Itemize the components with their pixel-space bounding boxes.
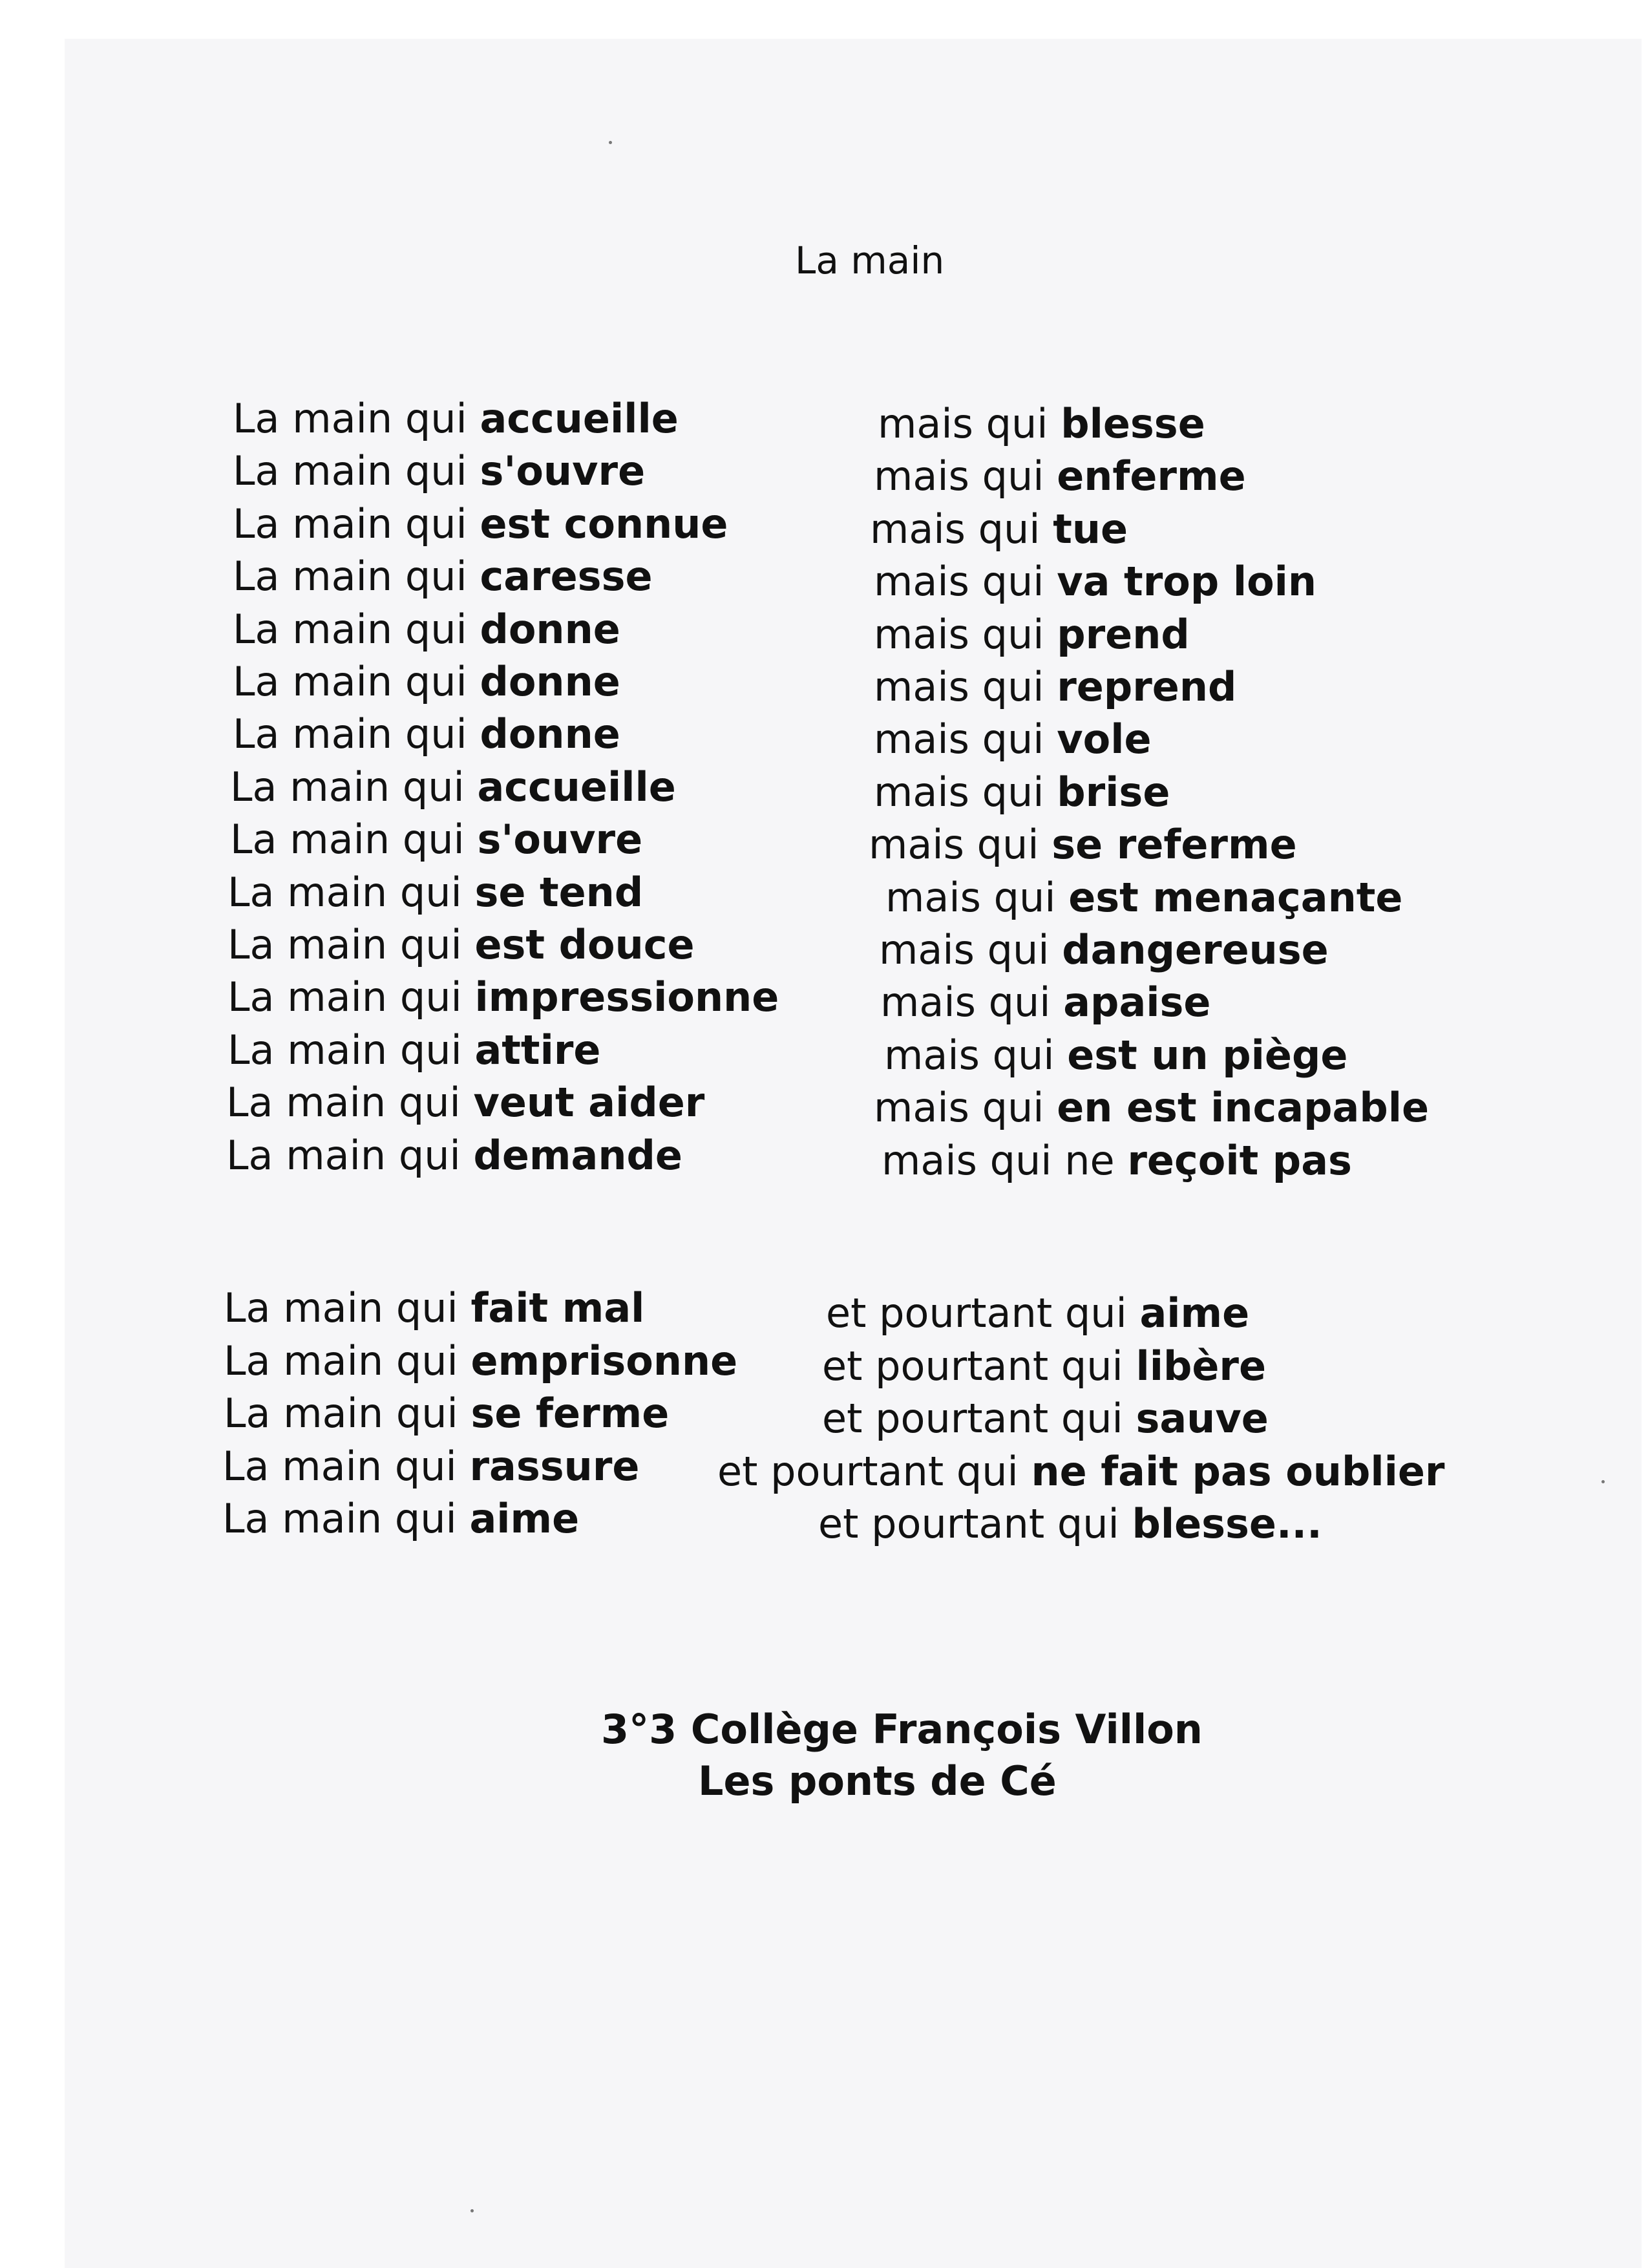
verse-right — [884, 1031, 1347, 1080]
verse-right — [874, 715, 1152, 764]
verse-left-prefix: La main qui — [224, 1284, 471, 1331]
verse-left-prefix: La main qui — [233, 658, 480, 705]
verse-left — [227, 868, 643, 917]
verse-left — [233, 500, 728, 549]
verse-right-prefix: mais qui — [885, 873, 1069, 921]
verse-left-keyword: rassure — [469, 1442, 640, 1490]
verse-left — [222, 1494, 579, 1543]
verse-right — [818, 1500, 1322, 1549]
verse-right — [882, 1136, 1352, 1185]
scan-speck — [470, 2209, 474, 2212]
verse-left — [224, 1337, 737, 1386]
verse-left-keyword: veut aider — [473, 1079, 705, 1127]
footer-town: Les ponts de Cé — [698, 1757, 1057, 1805]
verse-right-keyword: se referme — [1051, 821, 1297, 869]
verse-right — [822, 1342, 1266, 1391]
verse-right-prefix: et pourtant qui — [822, 1395, 1136, 1442]
verse-right-prefix: mais qui — [874, 610, 1057, 658]
verse-left-prefix: La main qui — [224, 1390, 471, 1437]
verse-right — [878, 399, 1205, 449]
verse-right-prefix: mais qui — [870, 505, 1053, 553]
verse-right — [717, 1447, 1444, 1496]
verse-right-prefix: et pourtant qui — [826, 1289, 1140, 1337]
verse-right-keyword: ne fait pas oublier — [1031, 1447, 1445, 1495]
scan-speck — [609, 141, 612, 144]
verse-left — [233, 657, 620, 706]
verse-right — [874, 1083, 1429, 1132]
footer-class-school: 3°3 Collège François Villon — [601, 1706, 1203, 1753]
verse-left — [233, 552, 653, 601]
verse-right-keyword: dangereuse — [1062, 926, 1329, 973]
verse-right — [870, 505, 1128, 554]
verse-left-prefix: La main qui — [222, 1442, 470, 1490]
verse-left — [227, 1026, 600, 1075]
verse-right-keyword: prend — [1057, 610, 1190, 658]
verse-left-keyword: donne — [480, 658, 620, 705]
verse-left — [233, 710, 620, 759]
verse-left — [224, 1389, 669, 1438]
verse-right — [885, 873, 1402, 922]
verse-left-keyword: donne — [480, 605, 620, 653]
verse-right-keyword: sauve — [1136, 1395, 1269, 1442]
verse-right-keyword: reçoit pas — [1127, 1136, 1352, 1184]
verse-right — [822, 1394, 1269, 1443]
verse-right-prefix: mais qui — [884, 1031, 1068, 1079]
verse-left-keyword: impressionne — [474, 973, 779, 1021]
verse-right-prefix: mais qui — [874, 715, 1057, 763]
verse-right-prefix: et pourtant qui — [717, 1447, 1031, 1495]
verse-right — [874, 557, 1316, 606]
verse-right-prefix: mais qui — [869, 821, 1052, 869]
verse-left-prefix: La main qui — [227, 868, 475, 916]
verse-right — [869, 820, 1297, 869]
verse-right — [874, 662, 1236, 712]
verse-left-prefix: La main qui — [233, 710, 480, 758]
verse-left-keyword: caresse — [480, 553, 653, 600]
verse-left-prefix: La main qui — [226, 1079, 474, 1127]
verse-right-prefix: mais qui — [879, 926, 1062, 973]
verse-left-prefix: La main qui — [233, 395, 480, 442]
verse-left-prefix: La main qui — [233, 553, 480, 600]
verse-right-prefix: mais qui — [874, 663, 1057, 710]
verse-right-prefix: mais qui — [874, 452, 1057, 500]
verse-right-prefix: mais qui — [874, 1084, 1057, 1132]
verse-right — [879, 926, 1329, 975]
verse-left — [233, 447, 645, 496]
verse-right-keyword: brise — [1057, 768, 1170, 816]
verse-right-keyword: est un piège — [1067, 1031, 1348, 1079]
verse-right-prefix: mais qui — [878, 400, 1061, 447]
verse-left — [230, 815, 642, 864]
verse-left-prefix: La main qui — [227, 921, 475, 968]
verse-right — [826, 1289, 1249, 1338]
verse-right-keyword: blesse — [1061, 400, 1205, 447]
verse-left-prefix: La main qui — [230, 763, 478, 811]
verse-right-prefix: et pourtant qui — [818, 1500, 1132, 1547]
verse-right-keyword: va trop loin — [1057, 558, 1317, 606]
verse-left — [224, 1284, 644, 1333]
verse-left — [230, 763, 676, 812]
verse-left — [226, 1131, 682, 1180]
verse-left-prefix: La main qui — [233, 447, 480, 495]
verse-left-prefix: La main qui — [233, 500, 480, 547]
verse-left-prefix: La main qui — [227, 973, 475, 1021]
verse-left — [227, 920, 695, 970]
verse-right-keyword: enferme — [1057, 452, 1246, 500]
verse-left-prefix: La main qui — [226, 1131, 474, 1179]
verse-right-keyword: aime — [1139, 1289, 1250, 1337]
verse-left-keyword: emprisonne — [470, 1337, 738, 1384]
verse-right-prefix: mais qui — [880, 979, 1064, 1026]
verse-left-keyword: s'ouvre — [477, 816, 643, 864]
verse-left-keyword: est connue — [480, 500, 728, 547]
verse-right-keyword: reprend — [1057, 663, 1237, 710]
verse-left-prefix: La main qui — [224, 1337, 471, 1384]
verse-left-keyword: donne — [480, 710, 620, 758]
verse-right — [874, 610, 1190, 659]
verse-left-prefix: La main qui — [233, 605, 480, 653]
verse-left-prefix: La main qui — [227, 1026, 475, 1074]
verse-left — [233, 605, 620, 654]
verse-left-keyword: s'ouvre — [480, 447, 646, 495]
verse-left — [227, 973, 779, 1022]
verse-left-prefix: La main qui — [230, 816, 478, 864]
verse-right-keyword: tue — [1053, 505, 1128, 553]
verse-right-keyword: vole — [1057, 715, 1152, 763]
verse-right-keyword: libère — [1136, 1342, 1266, 1390]
verse-right-prefix: et pourtant qui — [822, 1342, 1136, 1390]
verse-left-keyword: accueille — [480, 395, 679, 442]
verse-left-keyword: est douce — [474, 921, 695, 968]
verse-right — [874, 452, 1246, 501]
verse-right-keyword: blesse... — [1132, 1500, 1322, 1547]
verse-left-keyword: fait mal — [470, 1284, 645, 1331]
verse-right — [880, 978, 1210, 1027]
verse-left — [226, 1078, 704, 1127]
verse-right-keyword: est menaçante — [1068, 873, 1403, 921]
verse-right-prefix: mais qui — [874, 558, 1057, 606]
verse-left — [222, 1442, 639, 1491]
verse-right-prefix: mais qui ne — [882, 1136, 1128, 1184]
verse-left-keyword: se tend — [474, 868, 644, 916]
verse-right-keyword: apaise — [1063, 979, 1211, 1026]
poem-title: La main — [795, 238, 945, 282]
verse-right — [874, 768, 1170, 817]
verse-left-keyword: attire — [474, 1026, 601, 1074]
verse-left-keyword: se ferme — [470, 1390, 670, 1437]
scan-speck — [1601, 1480, 1605, 1483]
verse-left-prefix: La main qui — [222, 1495, 470, 1542]
verse-left-keyword: demande — [473, 1131, 682, 1179]
verse-right-prefix: mais qui — [874, 768, 1057, 816]
verse-left-keyword: accueille — [477, 763, 676, 811]
verse-left — [233, 394, 679, 443]
verse-left-keyword: aime — [469, 1495, 580, 1542]
verse-right-keyword: en est incapable — [1057, 1084, 1430, 1132]
